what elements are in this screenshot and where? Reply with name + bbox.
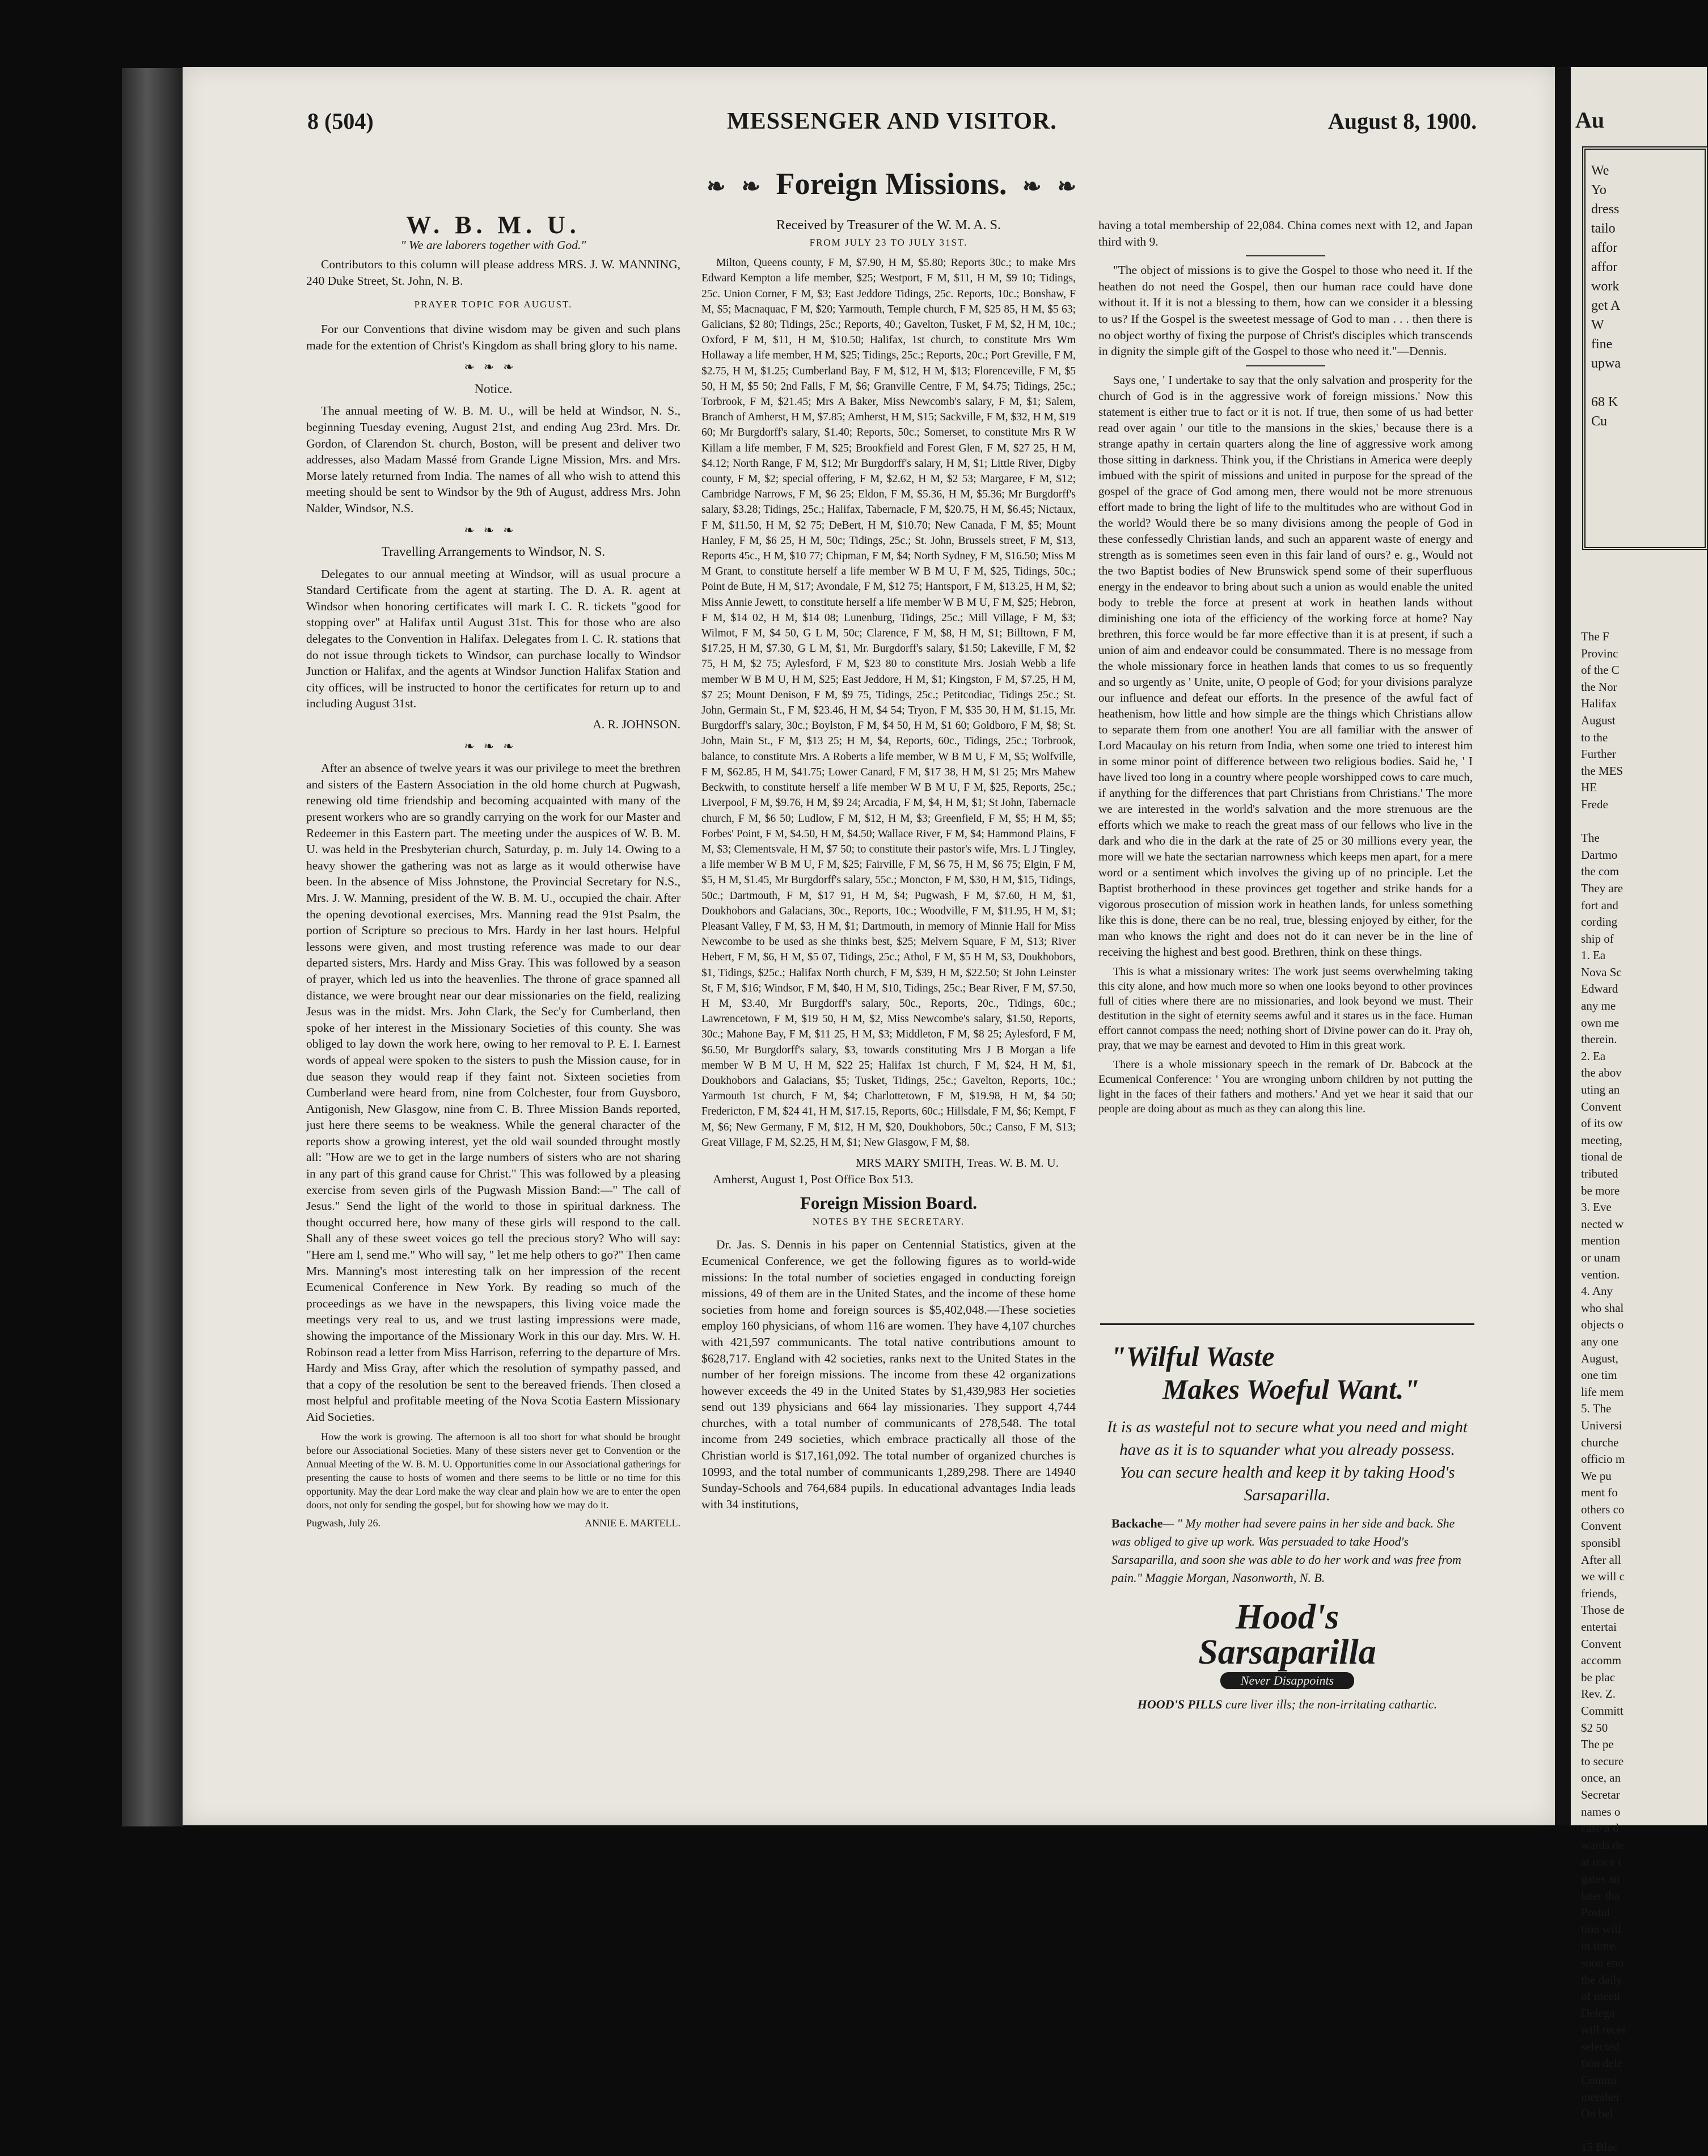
ad-testimonial	[1100, 1507, 1474, 1587]
column-wbmu	[306, 211, 680, 1530]
adjacent-text-line: Postal	[1581, 1905, 1610, 1919]
adjacent-text-line: who shal	[1581, 1301, 1624, 1315]
travel-text: Delegates to our annual meeting at Windsor, will as usual procure a Standard Certificate from the agent at starting. The D. A. R. agent at Windsor when honoring certificates will mark I. C. R. tickets "good for stopping over" at Halifax until August 31st. This for those who are also delegates to the Convention in Halifax. Delegates from I. C. R. stations that do not issue through tickets to Windsor, can purchase locally to Windsor Junction or Halifax, and the agents at Windsor Junction Halifax Station and city offices, will be instructed to honor the certificates for return up to and including August 31st.	[306, 567, 680, 711]
adjacent-page	[1571, 67, 1707, 2154]
adjacent-text-line	[1581, 2123, 1626, 2140]
pugwash-report-closing: How the work is growing. The afternoon is all too short for what should be brought before our Associational Societies. Many of these sisters never get to Convention or the Annual Meeting of the W. B. M. U. Opportunities come in our Associational gatherings for presenting the cause to hosts of women and there seems to be little or no time for this opportunity. May the dear Lord make the way clear and plain how we are to enter the open doors, not only for sending the gospel, but for showing how we may do it.	[306, 1431, 680, 1511]
adjacent-text-line: objects o	[1581, 1318, 1624, 1332]
adjacent-text-line: selected	[1581, 2039, 1620, 2053]
adjacent-text-line: gates an	[1581, 1871, 1620, 1885]
babcock-remark: There is a whole missionary speech in the remark of Dr. Babcock at the Ecumenical Conference: ' You are wronging unborn children by not putting the light in the faces of their fathers and mothers.' And yet we hear it said that our people are doing about as much as they can along this line.	[1098, 1058, 1473, 1115]
prayer-topic-heading: PRAYER TOPIC FOR AUGUST.	[414, 299, 573, 310]
adjacent-text-line: accomm	[1581, 1653, 1622, 1668]
section-title-block	[693, 166, 1090, 201]
report-signature	[306, 1516, 680, 1530]
adjacent-text-line: Edward	[1581, 982, 1618, 996]
adjacent-ad-line: We	[1591, 163, 1609, 178]
adjacent-ad-line	[1591, 373, 1699, 393]
adjacent-ad-text	[1586, 150, 1705, 442]
adjacent-text-line: in time.	[1581, 1939, 1618, 1953]
adjacent-text-line: life mem	[1581, 1385, 1624, 1399]
adjacent-text-line: tion will	[1581, 1922, 1621, 1936]
adjacent-text-line: ment fo	[1581, 1486, 1618, 1500]
wbmu-motto: " We are laborers together with God."	[400, 238, 586, 252]
adjacent-text-line: vention.	[1581, 1267, 1620, 1281]
adjacent-text-line: to the	[1581, 730, 1608, 744]
notice-text: The annual meeting of W. B. M. U., will be held at Windsor, N. S., beginning Tuesday evening, August 21st, and ending Aug 23rd. Mrs. Dr. Gordon, of Clarendon St. church, Boston, will be present and deliver two addresses, also Madam Massé from Grande Ligne Mission, Mrs. and Mrs. Morse lately returned from India. The names of all who wish to attend this meeting should be sent to Windsor by the 9th of August, address Mrs. John Nalder, Windsor, N.S.	[306, 404, 680, 515]
adjacent-text-line: names o	[1581, 1804, 1621, 1819]
adjacent-text-line: 3. Eve	[1581, 1200, 1612, 1214]
adjacent-text-line: mention	[1581, 1234, 1620, 1248]
adjacent-text-line: of the C	[1581, 663, 1620, 677]
ornament-icon: ❧	[1057, 174, 1077, 199]
adjacent-text-line: Delega	[1581, 2006, 1615, 2020]
adjacent-text-line: We pu	[1581, 1469, 1612, 1483]
adjacent-text-line: at once t	[1581, 1855, 1622, 1869]
adjacent-text-line: the daily	[1581, 1972, 1622, 1986]
page-gutter	[1555, 67, 1571, 1825]
divider-rule	[1246, 365, 1325, 366]
adjacent-text-line: meeting,	[1581, 1133, 1622, 1147]
adjacent-ad-line: affor	[1591, 260, 1618, 275]
adjacent-text-line: nected w	[1581, 1217, 1624, 1231]
adjacent-text-line: They are	[1581, 881, 1624, 895]
board-statistics-cont: having a total membership of 22,084. China comes next with 12, and Japan third with 9.	[1098, 218, 1473, 248]
hoods-logo	[1162, 1600, 1412, 1689]
divider-ornament: ❧❧❧	[464, 739, 523, 753]
adjacent-text-line: Secretar	[1581, 1787, 1620, 1801]
adjacent-text-line: cording	[1581, 915, 1618, 929]
adjacent-text-line: soon eno	[1581, 1955, 1624, 1969]
travel-heading: Travelling Arrangements to Windsor, N. S.	[381, 545, 606, 559]
adjacent-column-text	[1581, 628, 1626, 2156]
adjacent-ad-line: dress	[1591, 202, 1620, 217]
treasurer-date-range: FROM JULY 23 TO JULY 31ST.	[809, 237, 968, 248]
adjacent-text-line: August,	[1581, 1351, 1618, 1365]
adjacent-text-line: August	[1581, 713, 1616, 727]
travel-signer: A. R. JOHNSON.	[593, 718, 680, 732]
testimonial-label: Backache	[1111, 1516, 1163, 1530]
dennis-quote: "The object of missions is to give the Gospel to those who need it. If the heathen do not need the Gospel, then our human race could have done without it. If it is not a blessing to them, how can we consider it a blessing to us? If the Gospel is the sweetest message of God to man . . . then there is no object worthy of fixing the purpose of Christ's disciples which transcends in dignity the simple gift of the Gospel to those who need it."—Dennis.	[1098, 263, 1473, 358]
column-treasurer	[701, 217, 1076, 1517]
adjacent-text-line: Provinc	[1581, 646, 1618, 660]
adjacent-text-line: to secure	[1581, 1754, 1624, 1768]
adjacent-text-line: $2 50	[1581, 1720, 1608, 1735]
adjacent-text-line: wards de	[1581, 1838, 1624, 1852]
page-number: 8 (504)	[307, 108, 374, 134]
ad-body: It is as wasteful not to secure what you need and might have as it is to squander what you already possess. You can secure health and keep it by taking Hood's Sarsaparilla.	[1106, 1418, 1468, 1504]
adjacent-text-line: Frede	[1581, 797, 1608, 811]
treasurer-heading: Received by Treasurer of the W. M. A. S.	[776, 218, 1001, 233]
adjacent-text-line: the MES	[1581, 763, 1624, 778]
adjacent-text-line: Convent	[1581, 1519, 1622, 1533]
adjacent-text-line: officio m	[1581, 1452, 1625, 1466]
adjacent-text-line: Further	[1581, 747, 1616, 761]
adjacent-text-line: 15 Blac	[1581, 2140, 1618, 2154]
adjacent-text-line: fort and	[1581, 898, 1618, 912]
section-title: Foreign Missions.	[776, 167, 1007, 201]
brand-name: Hood's Sarsaparilla	[1198, 1598, 1376, 1672]
board-byline: NOTES BY THE SECRETARY.	[812, 1216, 965, 1227]
missionary-letter: This is what a missionary writes: The work just seems overwhelming taking this city alone, and how much more so when one looks beyond to other provinces full of cities where there are no missionaries, and look beyond we must. Their destitution in the sight of eternity seems awful and it stares us in the face. Human effort cannot compass the need; nothing short of Divine power can do it. Pray oh, pray, that we may be earnest and devoted to Him in this great work.	[1098, 965, 1473, 1052]
adjacent-text-line: The F	[1581, 630, 1609, 643]
adjacent-text-line: ship of	[1581, 931, 1614, 946]
adjacent-text-line: or unam	[1581, 1250, 1621, 1264]
adjacent-text-line: 4. Any	[1581, 1284, 1613, 1298]
divider-rule	[1246, 255, 1325, 256]
adjacent-text-line: own me	[1581, 1015, 1620, 1030]
adjacent-text-line: Nova Sc	[1581, 965, 1622, 979]
brand-tagline: Never Disappoints	[1220, 1672, 1354, 1689]
adjacent-ad-line: Yo	[1591, 183, 1606, 197]
hoods-advertisement	[1100, 1323, 1474, 1813]
adjacent-ad-line: get A	[1591, 298, 1621, 313]
wbmu-title: W. B. M. U.	[406, 211, 581, 239]
adjacent-text-line: tion dele	[1581, 2056, 1622, 2070]
travel-signature	[306, 716, 680, 733]
adjacent-text-line: others co	[1581, 1502, 1625, 1516]
ad-headline-line2: Makes Woeful Want."	[1162, 1373, 1420, 1405]
adjacent-ad-line: work	[1591, 279, 1620, 294]
adjacent-text-line: therein.	[1581, 1032, 1617, 1047]
pills-name: HOOD'S PILLS	[1137, 1697, 1223, 1711]
adjacent-text-line: member	[1581, 2090, 1620, 2104]
adjacent-text-line: once, an	[1581, 1771, 1621, 1785]
adjacent-text-line: entertai	[1581, 1620, 1617, 1634]
adjacent-ad-line: W	[1591, 318, 1604, 332]
adjacent-ad-line: Cu	[1591, 414, 1608, 429]
ornament-icon: ❧	[1022, 174, 1042, 199]
adjacent-text-line: friends,	[1581, 1586, 1617, 1600]
adjacent-text-line: the Nor	[1581, 680, 1617, 694]
divider-ornament: ❧❧❧	[464, 360, 523, 374]
adjacent-text-line: sponsibl	[1581, 1536, 1621, 1550]
adjacent-ad-line: upwa	[1591, 356, 1621, 371]
testimonial-text: — " My mother had severe pains in her side and back. She was obliged to give up work. Was persuaded to take Hood's Sarsaparilla, and soon she was able to do her work and was free from pain." Maggie Morgan, Nasonworth, N. B.	[1111, 1516, 1461, 1585]
adjacent-text-line: Dartmo	[1581, 847, 1618, 862]
adjacent-text-line	[1581, 813, 1626, 830]
pugwash-report: After an absence of twelve years it was our privilege to meet the brethren and sisters of the Eastern Association in the old home church at Pugwash, renewing old time friendship and becoming acquainted with many of the present workers who are so grandly carrying on the work for our Master and Redeemer in this Eastern part. The meeting under the auspices of W. B. M. U. was held in the Presbyterian church, Saturday, p. m. July 14. Owing to a heavy shower the gathering was not as large as it would otherwise have been. In the absence of Miss Johnstone, the Provincial Secretary for N.S., Mrs. J. W. Manning, president of the W. B. M. U., occupied the chair. After the opening devotional exercises, Mrs. Manning read the 91st Psalm, the portion of Scripture so precious to Mrs. Hardy in her last hours. Helpful lessons were given, and most trusting reference was made to our dear departed sisters, Mrs. Hardy and Miss Gray. This was followed by a season of prayer, which led us into the heavenlies. The throne of grace spanned all distance, we were brought near our dear missionaries on the field, realizing Jesus was in the midst. Mrs. John Clark, the Sec'y for Cumberland, then spoke of her interest in the Missionary Societies of this county. She was obliged to lay down the work here, owing to her removal to P. E. I. Earnest words of appeal were spoken to the sisters to push the Mission cause, for in due season they would reap if they faint not. Sixteen societies from Cumberland were heard from, nine from Colchester, four from Guysboro, Antigonish, New Glasgow, nine from C. B. Three Mission Bands reported, just here there seems to be weakness. While the general character of the reports show a growing interest, yet the old wail sounded throught mostly all: "How are we to get in the large numbers of sisters who are not sharing in any part of this grand cause for Christ." This was followed by a pleasing exercise from seven girls of the Pugwash Mission Band:—" The call of Jesus." Send the light of the world to those in spiritual darkness. The thought occurred here, how many of these girls will respond to the call. Shall any of these sweet voices go tell the precious story? Who will say: "Here am I, send me." Who will say, " let me help others to go?" Then came Mrs. Manning's most interesting talk on her impression of the recent Ecumenical Conference in New York. By reading so much of the proceedings as we have in the newspapers, this living voice made the meetings very real to us, and we trust lasting impressions were made, showing the importance of the Missionary Work in this our day. Mrs. W. H. Robinson read a letter from Miss Harrison, referring to the departure of Mrs. Hardy and Miss Gray, after which the resolution of sympathy passed, and that a copy of the resolution be sent to the bereaved friends. Then closed a most helpful and profitable meeting of the Nova Scotia Eastern Missionary Aid Societies.	[306, 761, 680, 1424]
issue-date: August 8, 1900.	[1328, 108, 1477, 134]
adjacent-text-line: the abov	[1581, 1066, 1622, 1080]
adjacent-text-line: The	[1581, 831, 1600, 845]
ornament-icon: ❧	[706, 174, 726, 199]
adjacent-ad-line: 68 K	[1591, 395, 1618, 410]
masthead: MESSENGER AND VISITOR.	[727, 108, 1057, 134]
adjacent-ad-line: fine	[1591, 337, 1613, 352]
treasurer-address: Amherst, August 1, Post Office Box 513.	[713, 1172, 914, 1186]
adjacent-text-line: will recei	[1581, 2023, 1626, 2037]
adjacent-text-line: Universi	[1581, 1418, 1622, 1432]
ornament-icon: ❧	[741, 174, 760, 199]
adjacent-text-line: uting an	[1581, 1083, 1620, 1097]
book-binding	[122, 68, 184, 1826]
adjacent-header: Au	[1575, 107, 1605, 133]
adjacent-text-line: HE	[1581, 780, 1597, 795]
adjacent-text-line: Commi	[1581, 2073, 1617, 2087]
ad-footer	[1100, 1697, 1474, 1712]
union-appeal: Says one, ' I undertake to say that the only salvation and prosperity for the church of God is in the aggressive work of foreign missions.' Now this statement is either true to fact or it is not. If true, then some of us had better read over again ' our title to the mansions in the skies,' because there is a strange apathy in certain quarters along the line of aggressive work among those sitting in darkness. Think you, if the Christians in America were deeply imbued with the spirit of missions and united in purpose for the spread of the gospel of the grace of God among men, there would not be more strenuous effort made to bring the light of life to the multitudes who are without God in the world? Would there be so many divisions among the people of God in these confessedly Christian lands, and such an apparent waste of energy and strength as is sometimes seen even in this fair land of ours? e. g., Would not the two Baptist bodies of New Brunswick spend some of their superfluous energy in the endeavor to bring about such a union as would enable the united body to treble the force at present at work in heathen lands without diminishing one iota of the efficiency of the working force at home? Nay brethren, this force would be far more effective than it is at present, if such a union of aim and endeavor could be consummated. There is no message from the whole missionary force in heathen lands that comes to us so frequently and so urgently as ' Unite, unite, O people of God; for your divisions paralyze our influence and defeat our efforts. In the presence of the awful fact of heathenism, how little and how simple are the things which Christians allow to separate them from one another! You are all familiar with the answer of Lord Macaulay on his return from India, when some one tried to interest him in some minor point of difference between two religious bodies. Said he, ' I have lived too long in a country where people worshipped cows to care much, if anything for the differences that part Christians from Christians.' The more we are interested in the world's salvation and the more strenuous are the efforts which we make to reach the great mass of our fellows who live in the dark and who die in the dark at the rate of 25 or 30 millions every year, the more will we hate the sectarian narrowness which keeps men apart, for a mere word or a sentiment which involves the giving up of no principle. Let the Baptist brotherhood in these provinces get together and strike hands for a vigorous prosecution of mission work in heathen lands, for unless something like this is done, there can be no real, true, blessing enjoyed by either, for the man who knows the right and does not do it can never be in the line of receiving the highest and best good. Brethren, think on these things.	[1098, 373, 1473, 959]
adjacent-text-line: 1. Ea	[1581, 948, 1606, 963]
adjacent-ad-line: tailo	[1591, 221, 1616, 236]
adjacent-ad-box	[1582, 146, 1708, 550]
report-signer: ANNIE E. MARTELL.	[585, 1517, 680, 1529]
adjacent-text-line: one tim	[1581, 1368, 1617, 1382]
adjacent-text-line: Those de	[1581, 1603, 1625, 1617]
board-statistics: Dr. Jas. S. Dennis in his paper on Centennial Statistics, given at the Ecumenical Conference, we get the following figures as to world-wide missions: In the total number of societies engaged in conducting foreign missions, 49 of them are in the United States, and the income of these home societies from home and foreign sources is $5,402,048.—These societies employ 160 physicians, of whom 116 are women. They have 4,107 churches with 421,597 communicants. The total native contributions amount to $628,717. England with 42 societies, ranks next to the United States in the number of her foreign missions. The income from these 42 organizations however exceeds the 49 in the United States by $1,439,983 Her societies send out 139 physicians and 664 lay missionaries. They support 4,744 churches, with a total number of communicants of 278,548. The total income from 249 societies, which embrace practically all those of the Christian world is $17,161,092. The total number of organized churches is 10993, and the total number of communicants 1,289,298. There are 14940 Sunday-Schools and 764,684 pupils. In educational advantages India leads with 34 institutions,	[701, 1238, 1076, 1511]
adjacent-text-line: Halifax	[1581, 697, 1617, 711]
adjacent-text-line: Rev. Z.	[1581, 1687, 1616, 1701]
contributors-note: Contributors to this column will please address MRS. J. W. MANNING, 240 Duke Street, St. John, N. B.	[306, 258, 680, 288]
adjacent-text-line: 2. Ea	[1581, 1049, 1606, 1063]
adjacent-text-line: of meeti	[1581, 1989, 1621, 2003]
column-board-notes	[1098, 217, 1473, 1121]
adjacent-text-line: The pe	[1581, 1737, 1614, 1752]
receipts-list: Milton, Queens county, F M, $7.90, H M, $5.80; Reports 30c.; to make Mrs Edward Kempton a life member, $25; Westport, F M, $11, H M, $9 10; Tidings, 25c. Union Corner, F M, $3; East Jeddore Tidings, 25c. Reports, 10c.; Bonshaw, F M, $5; Macnaquac, F M, $20; Yarmouth, Temple church, F M, $25 85, H M, $5 63; Galicians, $2 80; Tidings, 25c.; Reports, 40.; Gavelton, Tusket, F M, $2, H M, 10c.; Oxford, F M, $11, H M, $10.50; Halifax, 1st church, to constitute Mrs Wm Hollaway a life member, H M, $25; Tidings, 25c.; Reports, 20c.; Port Greville, F M, $2.75, H M, $1.25; Cumberland Bay, F M, $12, H M, $13; Florenceville, F M, $5 50, H M, $5 50; 2nd Falls, F M, $6; Granville Centre, F M, $4.75; Tidings, 25c.; Torbrook, F M, $21.45; Mrs A Baker, Miss Newcomb's salary, F M, $1; Salem, Branch of Amherst, H M, $7.85; Amherst, H M, $15; Sackville, F M, $32, H M, $19 60; Mr Burgdorff's salary, $1.40; Reports, 50c.; Somerset, to constitute Mrs R W Killam a life member, F M, $25; Brookfield and Forest Glen, F M, $27 25, H M, $4.12; North Range, F M, $12; Mr Burgdorff's salary, H M, $1; Little River, Digby county, F M, $2; special offering, F M, $2.62, H M, $2 53; Margaree, F M, $12; Cambridge Narrows, F M, $6 25; Eldon, F M, $5.36, H M, $5.36; Mr Burgdorff's salary, $3.28; Tidings, 25c.; Halifax, Tabernacle, F M, $20.75, H M, $6.45; Nictaux, F M, $11.50, H M, $2 75; DeBert, H M, $10.70; New Canada, F M, $5; Mount Hanley, F M, $6 25, H M, 50c; Tidings, 25c.; St. John, Brussels street, F M, $13, Reports 45c., H M, $10 77; Chipman, F M, $4; North Sydney, F M, $16.50; Miss M M Grant, to constitute herself a life member W B M U, F M, $25, Tidings, 50c.; Point de Bute, H M, $17; Avondale, F M, $12 75; Hantsport, F M, $13.25, H M, $2; Miss Annie Jewett, to constitute herself a life member W B M U, F M, $25; Hebron, F M, $14 02, H M, $14 08; Lunenburg, Tidings, 25c.; Mill Village, F M, $3; Wilmot, F M, $4 50, G L M, 50c; Clarence, F M, $8, H M, $1; Billtown, F M, $17.25, H M, $7.30, G L M, $1, Mr. Burgdorff's salary, $1.50; Lakeville, F M, $2 75, H M, $2 75; Aylesford, F M, $23 80 to constitute Mrs. Josiah Webb a life member W B M U, H M, $25; East Jeddore, H M, $1; Kingston, F M, $7.25, H M, $7 25; Mount Denison, F M, $9 75, Tidings, 25c.; Petitcodiac, Tidings 25c.; St. John, Germain St., F M, $23.46, H M, $4 54; Tryon, F M, $35 30, H M, $1.15, Mr. Burgdorff's salary, 30c.; Boylston, F M, $4 50, H M, $1 60; Goldboro, F M, $8; St. John, Main St., F M, $13 25; H M, $4, Reports, 60c., Tidings, 25c.; Torbrook, balance, to constitute Mrs. A Roberts a life member, W B M U, F M, $5; Wolfville, F M, $62.85, H M, $41.75; Lower Canard, F M, $17 38, H M, $1 25; Mrs Mahew Beckwith, to constitute herself a life member W B M U, F M, $25, Reports, 25c.; Liverpool, F M, $9.76, H M, $9 24; Arcadia, F M, $4, H M, $1; St John, Tabernacle church, F M, $6 50; Ludlow, F M, $12, H M, $3; Greenfield, F M, $5; H M, $5; Forbes' Point, F M, $4.50, H M, $4.50; Wallace River, F M, $4; Hammond Plains, F M, $3; Clementsvale, H M, $7 50; to constitute their pastor's wife, Mrs. L J Tingley, a life member W B M U, F M, $25; Fairville, F M, $6 75, H M, $6 75; Elgin, F M, $5, H M, $1.45, Mr Burgdorff's salary, 55c.; Moncton, F M, $30, H M, $15, Tidings, 50c.; Dartmouth, F M, $17 91, H M, $4; Pugwash, F M, $7.60, H M, $1, Doukhobors and Galacians, 30c., Reports, 10c.; Woodville, F M, $11.95, H M, $1; Pleasant Valley, F M, $3, H M, $1; Dartmouth, in memory of Minnie Hall for Miss Newcombe to be used as she thinks best, $25; Melvern Square, F M, $13; River Hebert, F M, $6, H M, $5 07, Tidings, 25c.; Athol, F M, $5 H M, $3, Doukhobors, $1, Tidings, $25c.; Halifax North church, F M, $39, H M, $22.50; St John Leinster St, F M, $16; Windsor, F M, $40, H M, $10, Tidings, 25c.; Bear River, F M, $7.50, H M, $3.40, Mr Burgdorff's salary, 50c., Reports, 20c., Tidings, 60c.; Lawrencetown, F M, $19 50, H M, $2, Miss Newcombe's salary, $1.50, Reports, 30c.; Mahone Bay, F M, $11 25, H M, $3; Middleton, F M, $8 25; Aylesford, F M, $6.50, Mr Burgdorff's salary, $3, towards constituting Mrs J B Morgan a life member W B M U, H M, $22 25; Halifax 1st church, F M, $24, H M, $1, Doukhobors and Galacians, $5; Tusket, Tidings, 25c.; Gavelton, Reports, 10c.; Yarmouth 1st church, F M, $4; Charlottetown, F M, $19.98, H M, $4 50; Fredericton, F M, $24 41, H M, $17.15, Reports, 60c.; Hillsdale, F M, $6; Kempt, F M, $6; New Germany, F M, $12, H M, $20, Doukhobors, 50c.; Canso, F M, $13; Great Village, F M, $2.25, H M, $1; New Glasgow, F M, $8.	[701, 257, 1076, 1149]
adjacent-text-line: be plac	[1581, 1670, 1616, 1684]
adjacent-text-line: later tha	[1581, 1888, 1620, 1902]
treasurer-signature: MRS MARY SMITH, Treas. W. B. M. U.	[855, 1155, 1059, 1170]
adjacent-ad-line: affor	[1591, 241, 1618, 255]
adjacent-text-line: tional de	[1581, 1150, 1622, 1164]
adjacent-text-line: be more	[1581, 1183, 1620, 1197]
adjacent-text-line: tributed	[1581, 1167, 1618, 1180]
pills-claim: cure liver ills; the non-irritating cathartic.	[1222, 1697, 1438, 1711]
adjacent-text-line: the com	[1581, 864, 1620, 879]
board-title: Foreign Mission Board.	[800, 1193, 978, 1213]
adjacent-text-line: Convent	[1581, 1099, 1622, 1113]
adjacent-text-line: any one	[1581, 1334, 1618, 1348]
newspaper-page	[183, 67, 1555, 1825]
adjacent-text-line: After all	[1581, 1552, 1621, 1567]
divider-ornament: ❧❧❧	[464, 522, 523, 537]
notice-heading: Notice.	[474, 381, 513, 396]
adjacent-text-line: Committ	[1581, 1704, 1624, 1718]
adjacent-text-line: of its ow	[1581, 1116, 1623, 1130]
adjacent-text-line: On bel	[1581, 2107, 1613, 2121]
report-place-date: Pugwash, July 26.	[306, 1517, 381, 1529]
ad-headline-line1: "Wilful Waste	[1110, 1340, 1275, 1372]
adjacent-text-line: 5. The	[1581, 1402, 1612, 1416]
adjacent-text-line: any me	[1581, 999, 1616, 1013]
adjacent-text-line: Convent	[1581, 1636, 1622, 1651]
prayer-topic: For our Conventions that divine wisdom may be given and such plans made for the extention of Christ's Kingdom as shall bring glory to his name.	[306, 322, 680, 352]
adjacent-text-line: case a d	[1581, 1821, 1619, 1836]
adjacent-text-line: we will c	[1581, 1569, 1625, 1584]
adjacent-text-line: churche	[1581, 1435, 1619, 1449]
